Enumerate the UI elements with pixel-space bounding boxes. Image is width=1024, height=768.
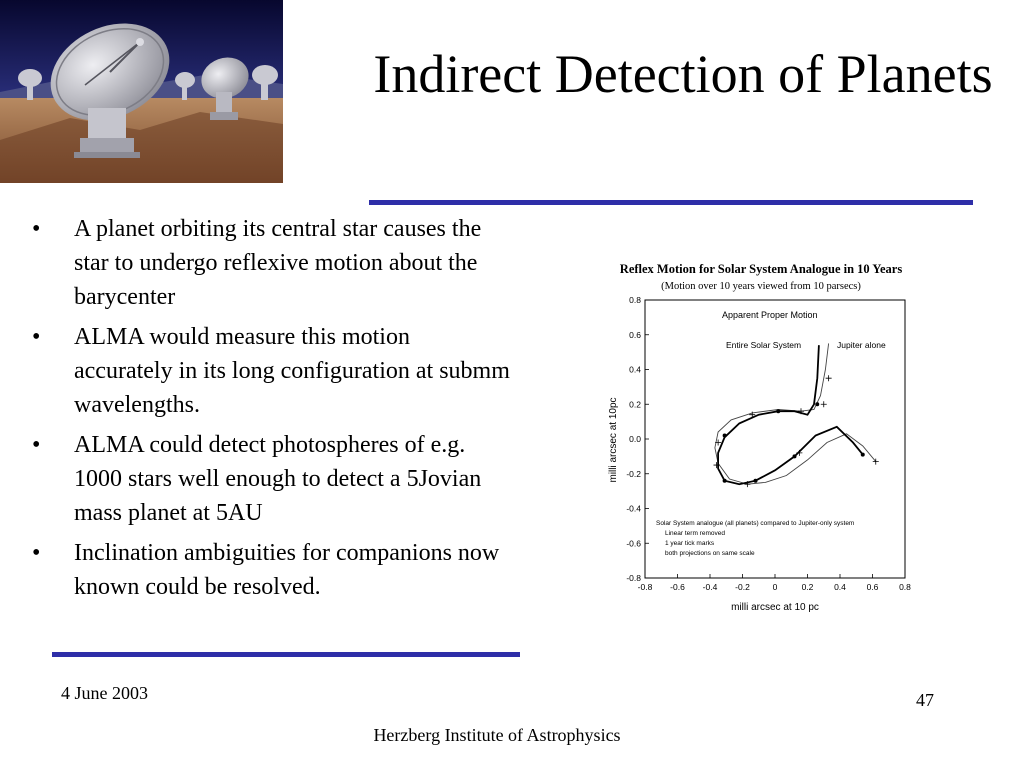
solar-year-dot (861, 453, 865, 457)
jupiter-year-tick (826, 375, 832, 381)
y-tick-label: 0.4 (629, 364, 641, 375)
x-tick-label: -0.2 (735, 582, 750, 592)
footer-institute: Herzberg Institute of Astrophysics (373, 725, 621, 745)
x-tick-label: -0.6 (670, 582, 685, 592)
series-line-jupiter-alone (715, 343, 876, 484)
label-jupiter-alone: Jupiter alone (837, 340, 886, 350)
x-tick-label: 0.6 (866, 582, 879, 592)
series-line-entire-solar-system (718, 345, 863, 484)
bullet-text: ALMA would measure this motion accurately in its long configuration at submm wavelengths. (74, 324, 510, 418)
chart-title: Reflex Motion for Solar System Analogue in 10 Years (619, 262, 903, 276)
note-title: Solar System analogue (all planets) compared to Jupiter-only system (656, 520, 855, 527)
bullet-item (30, 536, 510, 604)
chart-ylabel: milli arcsec at 10pc (608, 397, 619, 483)
jupiter-year-tick (796, 450, 802, 456)
jupiter-year-tick (821, 401, 827, 407)
y-tick-label: 0.0 (629, 434, 641, 444)
label-entire-solar-system: Entire Solar System (726, 340, 802, 350)
bullet-item (30, 428, 510, 530)
y-tick-label: 0.2 (629, 399, 641, 410)
bullet-text: A planet orbiting its central star causes the star to undergo reflexive motion about the barycenter (74, 216, 482, 310)
bullet-text: Inclination ambiguities for companions now known could be resolved. (74, 540, 500, 600)
bullet-marker: • (32, 324, 41, 350)
bullet-list (30, 212, 510, 610)
title-divider (369, 200, 973, 205)
x-tick-label: -0.4 (702, 582, 718, 592)
label-proper-motion: Apparent Proper Motion (722, 310, 818, 320)
x-tick-label: 0.4 (834, 582, 846, 592)
slide-title: Indirect Detection of Planets (373, 44, 993, 104)
y-tick-label: -0.4 (626, 503, 641, 514)
solar-year-dot (793, 454, 797, 458)
chart-subtitle: (Motion over 10 years viewed from 10 parsecs) (661, 281, 861, 292)
footer-divider (52, 652, 520, 657)
solar-year-dot (776, 409, 780, 413)
x-tick-label: 0.8 (899, 582, 911, 592)
y-tick-label: -0.6 (626, 538, 641, 549)
solar-year-dot (754, 479, 758, 483)
y-tick-label: 0.8 (629, 295, 641, 305)
x-tick-label: -0.8 (637, 582, 653, 592)
chart-xlabel: milli arcsec at 10 pc (731, 602, 819, 613)
note-item: both projections on same scale (665, 550, 755, 557)
x-tick-label: 0.2 (801, 582, 814, 592)
reflex-motion-chart (585, 255, 945, 615)
bullet-marker: • (32, 540, 41, 566)
alma-antennas-illustration (0, 0, 283, 183)
solar-year-dot (723, 479, 727, 483)
y-tick-label: -0.8 (626, 573, 641, 583)
note-item: Linear term removed (665, 530, 725, 537)
bullet-marker: • (32, 216, 41, 242)
solar-year-dot (815, 402, 819, 406)
bullet-text: ALMA could detect photospheres of e.g. 1000 stars well enough to detect a 5Jovian mass planet at 5AU (74, 432, 482, 526)
slide-number: 47 (916, 690, 934, 710)
note-item: 1 year tick marks (665, 540, 715, 547)
bullet-item (30, 212, 510, 314)
bullet-marker: • (32, 432, 41, 458)
bullet-item (30, 320, 510, 422)
solar-year-dot (723, 434, 727, 438)
footer-date: 4 June 2003 (61, 683, 148, 703)
y-tick-label: 0.6 (629, 329, 641, 340)
x-tick-label: 0 (772, 582, 778, 592)
y-tick-label: -0.2 (626, 468, 641, 479)
